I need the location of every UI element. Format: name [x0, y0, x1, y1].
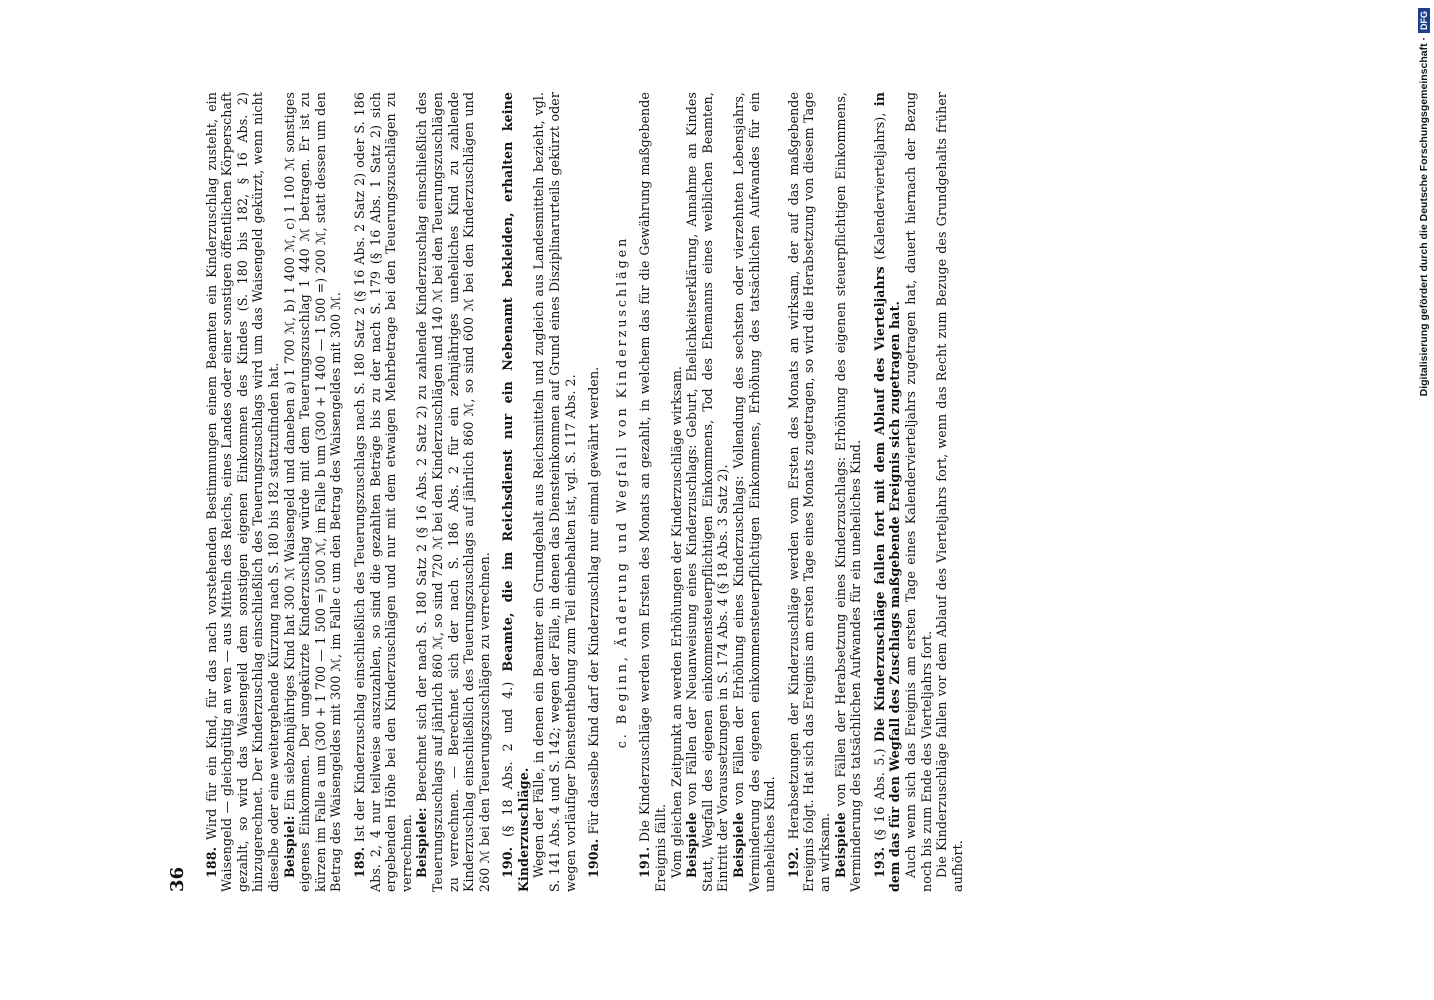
paragraph-text: Wird für ein Kind, für das nach vorstehenden Bestimmungen einem Beamten ein Kinderzuschlag zusteht, ein Waisengeld — gleichgültig an wen — aus Mitteln des Reichs, eines Landes oder einer sonstigen öffentlichen Körperschaft gezahlt, so wird das Waisengeld dem sonstigen eigenen Einkommen des Kindes (S. 180 bis 182, § 16 Abs. 2) hinzugerechnet. Der Kinderzuschlag einschließlich des Teuerungszuschlags wird um das Waisengeld gekürzt, wenn nicht dieselbe oder eine weitergehende Kürzung nach S. 180 bis 182 stattzufinden hat. — [203, 92, 281, 892]
section-heading: c. Beginn, Änderung und Wegfall von Kinderzuschlägen — [613, 235, 629, 749]
paragraph-text: von Fällen der Herabsetzung eines Kinderzuschlags: Erhöhung des eigenen steuerpflichtigen Einkommens, Verminderung des tatsächlichen Aufwandes für ein uneheliches Kind. — [832, 92, 864, 892]
example-lead: Beispiele — [731, 812, 746, 878]
paragraph-188 — [204, 92, 282, 892]
paragraph-191 — [637, 92, 668, 892]
example-lead: Beispiele — [832, 812, 848, 878]
paragraph-text: (§ 16 Abs. 5.) — [871, 748, 887, 841]
page-number: 36 — [167, 866, 188, 892]
example-lead: Beispiele — [684, 812, 700, 878]
paragraph-189 — [352, 92, 414, 892]
paragraph-bold-text: Beamte, die im Reichsdienst nur ein Nebenamt bekleiden, erhalten keine Kinderzuschläge. — [500, 91, 531, 892]
paragraph-190a — [586, 92, 602, 892]
paragraph-text: Für dasselbe Kind darf der Kinderzuschlag nur einmal gewährt werden. — [586, 366, 602, 835]
paragraph-191-note — [669, 92, 685, 892]
paragraph-192 — [786, 92, 833, 892]
paragraph-text: Auch wenn sich das Ereignis am ersten Tage eines Kalendervierteljahrs zugetragen hat, dauert hiernach der Bezug noch bis zum Ende des Vierteljahrs fort. — [902, 92, 934, 892]
example-lead: Beispiele: — [414, 807, 430, 878]
paragraph-text: Die Kinderzuschläge fallen vor dem Ablauf des Vierteljahrs fort, wenn das Recht zum Bezuge des Grundgehalts früher aufhört. — [934, 92, 965, 892]
paragraph-bold-text: Die Kinderzuschläge fallen fort mit dem Ablauf des Vierteljahrs — [871, 266, 887, 742]
paragraph-number: 193. — [871, 846, 887, 878]
paragraph-number: 190a. — [586, 838, 602, 878]
paragraph-text: (Kalendervierteljahrs), — [871, 112, 887, 260]
credit-text: Digitalisierung gefördert durch die Deutsche Forschungsgemeinschaft · — [1418, 37, 1430, 397]
paragraph-text: von Fällen der Erhöhung eines Kinderzuschlags: Vollendung des sechsten oder vierzehnten Lebensjahrs, Verminderung des eigenen einkommensteuerpflichtigen Einkommens, Erhöhung des tatsächlichen Aufwandes für ein uneheliches Kind. — [731, 92, 778, 892]
paragraph-number: 189. — [351, 846, 367, 878]
paragraph-190-note — [531, 92, 578, 892]
paragraph-text: Vom gleichen Zeitpunkt an werden Erhöhungen der Kinderzuschläge wirksam. — [668, 365, 684, 878]
paragraph-193 — [872, 92, 903, 892]
paragraph-text: Herabsetzungen der Kinderzuschläge werden vom Ersten des Monats an wirksam, der auf das maßgebende Ereignis folgt. Hat sich das Ereignis am ersten Tage eines Monats zugetragen, so wird die Herabsetzung von diesem Tage an wirksam. — [785, 92, 832, 892]
paragraph-193-note-a — [903, 92, 934, 892]
paragraph-text: Berechnet sich der nach S. 180 Satz 2 (§ 16 Abs. 2 Satz 2) zu zahlende Kinderzuschlag einschließlich des Teuerungszuschlags auf jährlich 860 ℳ, so sind 720 ℳ bei den Kinderzuschlägen und 140 ℳ bei den Teuerungszuschlägen zu verrechnen. — Berechnet sich der nach S. 186 Abs. 2 für ein zehnjähriges uneheliches Kind zu zahlende Kinderzuschlag einschließlich des Teuerungszuschlags auf jährlich 860 ℳ, so sind 600 ℳ bei den Kinderzuschlägen und 260 ℳ bei den Teuerungszuschlägen zu verrechnen. — [414, 92, 492, 892]
example-191-a — [684, 92, 731, 892]
paragraph-text: Ist der Kinderzuschlag einschließlich des Teuerungszuschlags nach S. 180 Satz 2 (§ 16 Abs. 2 Satz 2) oder S. 186 Abs. 2, 4 nur teilweise auszuzahlen, so sind die gezahlten Beträge bis zu der nach S. 179 (§ 16 Abs. 1 Satz 2) sich ergebenden Höhe bei den Kinderzuschlägen und nur mit dem etwaigen Mehrbetrage bei den Teuerungszuschlägen zu verrechnen. — [351, 92, 414, 892]
example-lead: Beispiel: — [281, 815, 297, 878]
paragraph-bold-text: in dem das für den Wegfall des Zuschlags maßgebende Ereignis sich zugetragen hat. — [871, 92, 903, 892]
paragraph-text: von Fällen der Neuanweisung eines Kinderzuschlags: Geburt, Ehelichkeitserklärung, Annahme an Kindes Statt, Wegfall des eigenen einkommensteuerpflichtigen Einkommens, Tod des Ehemanns eines weiblichen Beamten, Eintritt der Voraussetzungen in S. 174 Abs. 4 (§ 18 Abs. 3 Satz 2). — [684, 92, 731, 892]
paragraph-number: 190. — [500, 846, 516, 878]
example-192 — [833, 92, 864, 892]
paragraph-text: Die Kinderzuschläge werden vom Ersten des Monats an gezahlt, in welchem das für die Gewährung maßgebende Ereignis fällt. — [637, 92, 669, 892]
paragraph-number: 192. — [785, 846, 801, 878]
paragraph-text: Ein siebzehnjähriges Kind hat 300 ℳ Waisengeld und daneben a) 1 700 ℳ, b) 1 400 ℳ, c) 1 100 ℳ sonstiges eigenes Einkommen. Der ungekürzte Kinderzuschlag würde mit dem Teuerungszuschlag 1 440 ℳ betragen. Er ist zu kürzen im Falle a um (300 + 1 700 — 1 500 =) 500 ℳ, im Falle b um (300 + 1 400 — 1 500 =) 200 ℳ, statt dessen um den Betrag des Waisengeldes mit 300 ℳ, im Falle c um den Betrag des Waisengeldes mit 300 ℳ. — [281, 92, 344, 892]
example-191-b — [731, 92, 778, 892]
rotated-text-block — [167, 91, 965, 892]
paragraph-text: (§ 18 Abs. 2 und 4.) — [500, 681, 516, 837]
paragraph-text: Wegen der Fälle, in denen ein Beamter ein Grundgehalt aus Reichsmitteln und zugleich aus Landesmitteln bezieht, vgl. S. 141 Abs. 4 und S. 142; wegen der Fälle, in denen das Diensteinkommen auf Grund eines Disziplinarurteils gekürzt oder wegen vorläufiger Dienstenthebung zum Teil einbehalten ist, vgl. S. 117 Abs. 2. — [531, 92, 578, 892]
digitization-credit — [1416, 8, 1432, 398]
paragraph-193-note-b — [934, 92, 965, 892]
paragraph-number: 188. — [203, 846, 219, 878]
example-189 — [414, 92, 492, 892]
dfg-logo: DFG — [1418, 8, 1430, 33]
paragraph-number: 191. — [637, 846, 653, 878]
example-188 — [282, 92, 344, 892]
paragraph-190 — [500, 92, 531, 892]
